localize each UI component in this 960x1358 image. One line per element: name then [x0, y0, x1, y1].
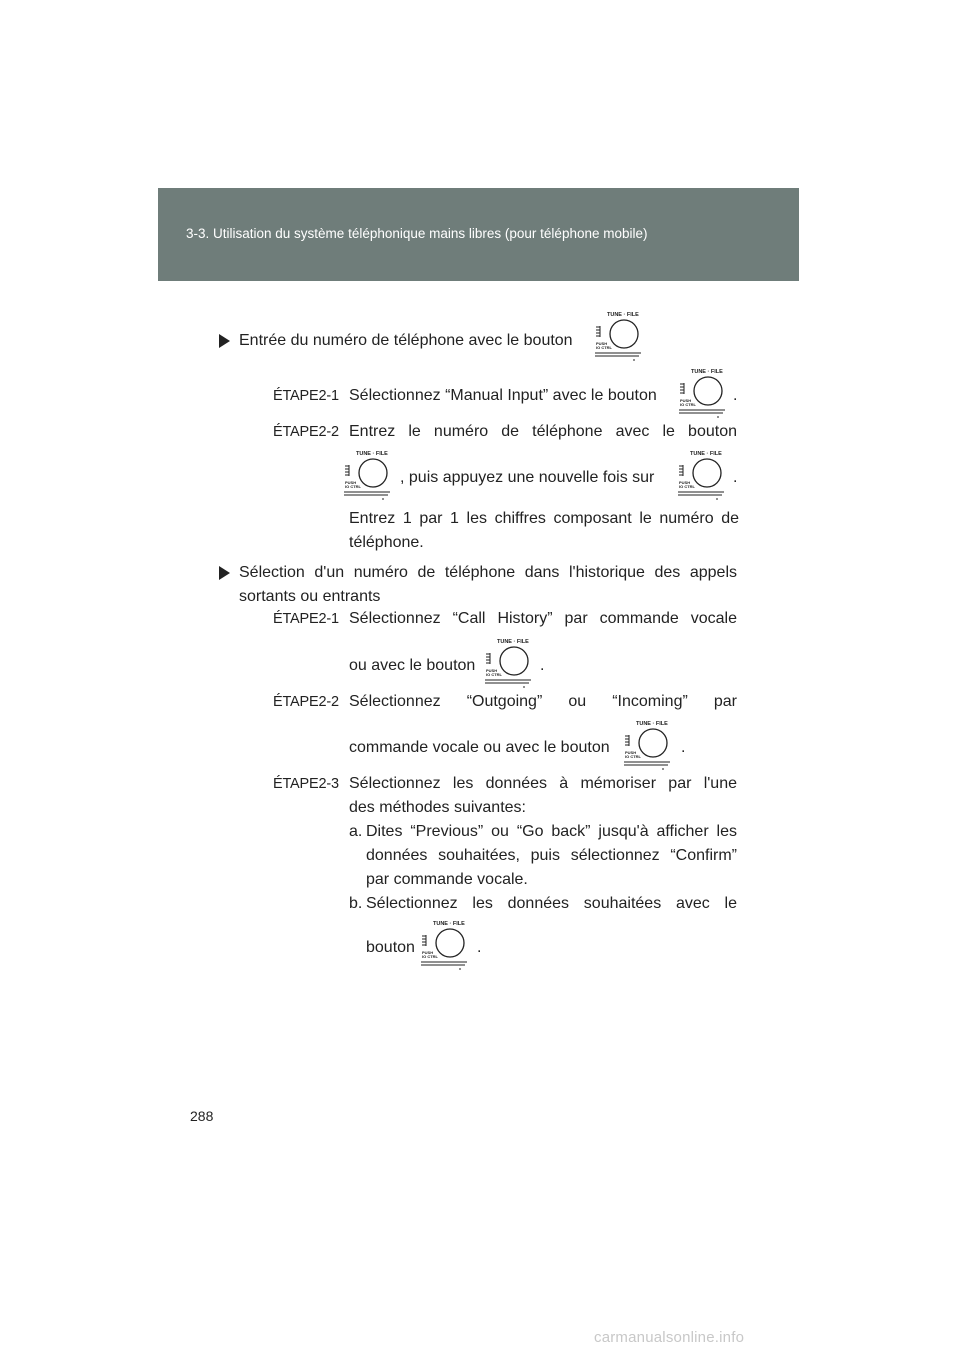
page-number: 288 — [190, 1108, 214, 1124]
step-text: Entrez le numéro de téléphone avec le bouton — [349, 423, 737, 440]
chapter-header — [158, 188, 799, 281]
step-text-continued: commande vocale ou avec le bouton — [349, 739, 610, 756]
watermark: carmanualsonline.info — [594, 1329, 745, 1346]
step-text-continued: ou avec le bouton — [349, 657, 476, 674]
option-text: Dites “Previous” ou “Go back” jusqu'à afficher les — [366, 823, 737, 840]
step-text: Sélectionnez les données à mémoriser par l'une — [349, 775, 737, 792]
tune-file-knob-icon — [420, 918, 470, 970]
section2-heading: Sélection d'un numéro de téléphone dans l'historique des appels — [239, 564, 737, 581]
step-label: ÉTAPE2-2 — [273, 694, 339, 710]
option-text-continued: bouton — [366, 939, 415, 956]
chapter-title: 3-3. Utilisation du système téléphonique mains libres (pour téléphone mobile) — [186, 226, 648, 241]
period: . — [733, 469, 738, 486]
step-label: ÉTAPE2-1 — [273, 611, 339, 627]
step-label: ÉTAPE2-3 — [273, 776, 339, 792]
step-label: ÉTAPE2-2 — [273, 424, 339, 440]
step-note: Entrez 1 par 1 les chiffres composant le numéro de téléphone. — [349, 510, 739, 551]
step-label: ÉTAPE2-1 — [273, 388, 339, 404]
option-marker: b. — [349, 895, 363, 912]
tune-file-knob-icon — [343, 448, 393, 500]
step-text-continued: des méthodes suivantes: — [349, 799, 526, 816]
tune-file-knob-icon — [678, 366, 728, 418]
step-text: Sélectionnez “Call History” par commande vocale — [349, 610, 737, 627]
option-text-continued: par commande vocale. — [366, 871, 528, 888]
step-text: Sélectionnez “Manual Input” avec le bouton — [349, 387, 657, 404]
period: . — [540, 657, 545, 674]
bullet-triangle-icon — [219, 334, 230, 348]
period: . — [681, 739, 686, 756]
step-text: Sélectionnez “Outgoing” ou “Incoming” par — [349, 693, 737, 710]
step-text-continued: , puis appuyez une nouvelle fois sur — [400, 469, 655, 486]
tune-file-knob-icon — [623, 718, 673, 770]
tune-file-knob-icon — [484, 636, 534, 688]
option-text-continued: données souhaitées, puis sélectionnez “Confirm” — [366, 847, 737, 864]
section2-heading-continued: sortants ou entrants — [239, 588, 381, 605]
option-text: Sélectionnez les données souhaitées avec le — [366, 895, 737, 912]
tune-file-knob-icon — [594, 309, 644, 361]
option-marker: a. — [349, 823, 363, 840]
bullet-triangle-icon — [219, 566, 230, 580]
section1-heading: Entrée du numéro de téléphone avec le bouton — [239, 332, 573, 349]
period: . — [477, 939, 482, 956]
tune-file-knob-icon — [677, 448, 727, 500]
period: . — [733, 387, 738, 404]
